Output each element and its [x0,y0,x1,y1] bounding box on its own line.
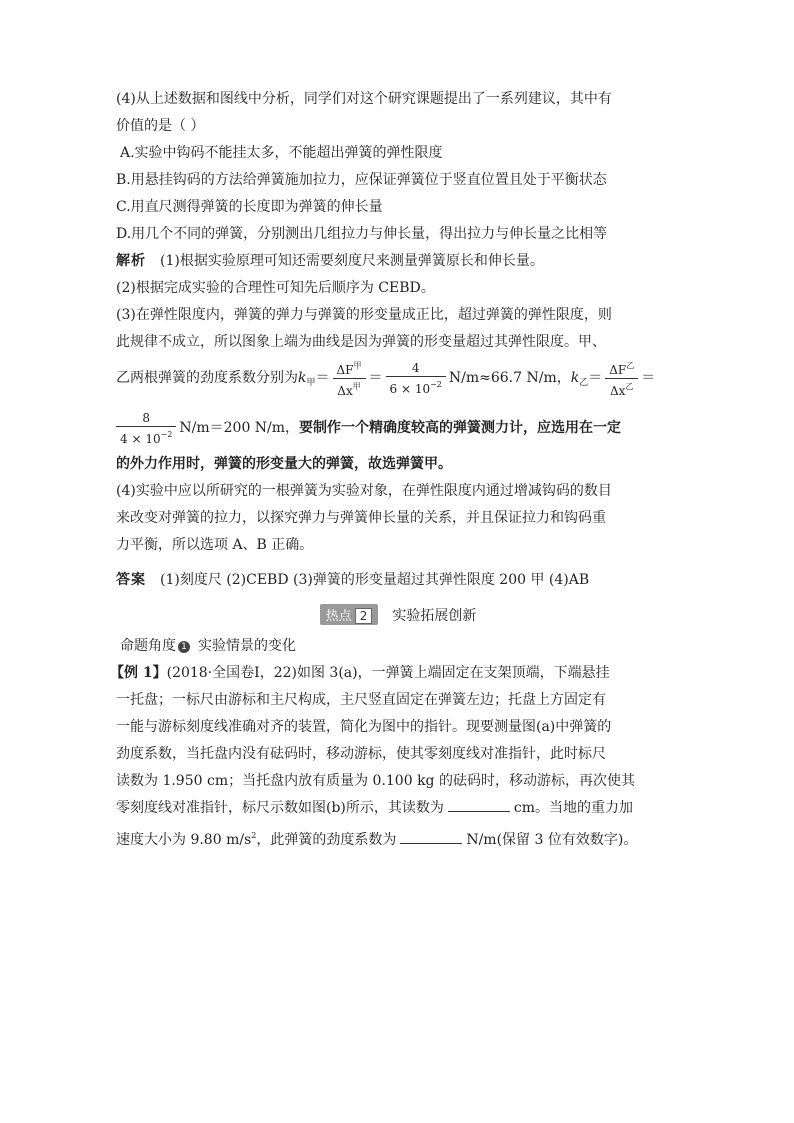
frac4-num: 8 [116,410,176,427]
example-line-5: 读数为 1.950 cm；当托盘内放有质量为 0.100 kg 的砝码时，移动游标，再次使其 [116,773,635,789]
frac1-den: Δx [337,383,353,398]
hotspot-number: 2 [355,608,373,624]
analysis-p3-conclusion: 要制作一个精确度较高的弹簧测力计，应选用在一定 [299,420,622,436]
example-l7-mid: ，此弹簧的劲度系数为 [256,832,397,848]
stiffness-answer-blank[interactable] [400,829,462,844]
q4-stem-line-2: 价值的是（ ） [116,118,205,134]
answer-line [116,567,680,594]
frac2-num: 4 [386,360,446,377]
frac1-num: ΔF [336,362,354,377]
analysis-p1-line [116,248,680,275]
circled-number-icon: 1 [178,641,190,653]
example-l7-pre: 速度大小为 9.80 m/s [116,832,252,848]
analysis-p2: (2)根据完成实验的合理性可知先后顺序为 CEBD。 [116,280,435,296]
k-jia-subscript: 甲 [306,378,316,388]
hotspot-badge [320,604,379,625]
equals-sign: ＝ [641,370,656,386]
example-line-2: 一托盘；一标尺由游标和主尺构成，主尺竖直固定在弹簧左边；托盘上方固定有 [116,692,606,708]
example-line-4: 劲度系数，当托盘内没有砝码时，移动游标，使其零刻度线对准指针，此时标尺 [116,746,606,762]
analysis-p4-line-1: (4)实验中应以所研究的一根弹簧为实验对象，在弹性限度内通过增减钩码的数目 [116,483,612,499]
example-tag: 【例 1】 [110,665,167,681]
q4-option-b: B.用悬挂钩码的方法给弹簧施加拉力，应保证弹簧位于竖直位置且处于平衡状态 [116,172,607,188]
k-yi-symbol: k [570,370,580,386]
angle-heading [116,633,680,660]
analysis-p4-line-3: 力平衡，所以选项 A、B 正确。 [116,537,314,553]
fraction-4-over-6e-2 [386,360,446,397]
analysis-p3-line-1: (3)在弹性限度内，弹簧的弹力与弹簧的形变量成正比，超过弹簧的弹性限度，则 [116,307,612,323]
example-l7-post: N/m(保留 3 位有效数字)。 [466,832,638,848]
example-l6-post: cm。当地的重力加 [513,800,634,816]
example-line-1 [110,660,680,687]
q4-option-a: A.实验中钩码不能挂太多，不能超出弹簧的弹性限度 [120,145,443,161]
example-l6-pre: 零刻度线对准指针，标尺示数如图(b)所示，其读数为 [116,800,444,816]
frac3-den: Δx [610,383,626,398]
equals-sign: ＝ [368,370,383,386]
analysis-p1: (1)根据实验原理可知还需要刻度尺来测量弹簧原长和伸长量。 [160,253,544,269]
frac3-num: ΔF [609,362,627,377]
document-body [110,86,680,854]
q4-option-d: D.用几个不同的弹簧，分别测出几组拉力与伸长量，得出拉力与伸长量之比相等 [116,226,608,242]
q4-stem-line-1: (4)从上述数据和图线中分析，同学们对这个研究课题提出了一系列建议，其中有 [116,91,612,107]
frac4-den-exp: −2 [160,429,173,439]
k-jia-value: N/m≈66.7 N/m， [448,370,571,386]
example-l1: (2018·全国卷Ⅰ，22)如图 3(a)，一弹簧上端固定在支架顶端，下端悬挂 [166,665,610,681]
analysis-p3-line-5: 的外力作用时，弹簧的形变量大的弹簧，故选弹簧甲。 [116,456,452,472]
k-yi-subscript: 乙 [579,378,589,388]
example-line-3: 一能与游标刻度线准确对齐的装置，简化为图中的指针。现要测量图(a)中弹簧的 [116,719,612,735]
analysis-formula-line-1 [116,356,680,405]
analysis-p3-line-2: 此规律不成立，所以图象上端为曲线是因为弹簧的形变量超过其弹性限度。甲、 [116,334,606,350]
example-line-7 [116,822,680,854]
example-line-6 [116,795,680,822]
analysis-formula-line-2 [116,405,680,451]
analysis-label: 解析 [116,253,146,269]
frac4-den: 4 × 10 [120,431,161,446]
fraction-delta-f-yi [605,358,638,399]
angle-title: 实验情景的变化 [198,638,296,654]
frac1-den-sup: 甲 [352,381,361,391]
hotspot-badge-label: 热点 [325,609,352,624]
frac3-den-sup: 乙 [625,381,634,391]
reading-answer-blank[interactable] [448,797,510,812]
answer-label: 答案 [116,572,146,588]
example-l7-sup: 2 [251,831,257,840]
hotspot-title: 实验拓展创新 [392,607,477,624]
k-yi-value: N/m＝200 N/m， [179,420,300,436]
frac2-den-exp: −2 [430,379,442,389]
angle-label: 命题角度 [120,638,176,654]
k-jia-symbol: k [298,370,307,386]
formula-intro: 乙两根弹簧的劲度系数分别为 [116,370,298,386]
analysis-p4-line-2: 来改变对弹簧的拉力，以探究弹力与弹簧伸长量的关系，并且保证拉力和钩码重 [116,510,606,526]
fraction-8-over-4e-2 [116,410,176,447]
equals-sign: ＝ [588,370,603,386]
q4-option-c: C.用直尺测得弹簧的长度即为弹簧的伸长量 [116,199,383,215]
answer-text: (1)刻度尺 (2)CEBD (3)弹簧的形变量超过其弹性限度 200 甲 (4)AB [160,572,590,588]
frac3-num-sup: 乙 [626,360,635,370]
equals-sign: ＝ [315,370,330,386]
frac2-den: 6 × 10 [389,381,431,396]
hotspot-heading [116,604,680,625]
frac1-num-sup: 甲 [353,360,362,370]
fraction-delta-f-jia [333,358,366,399]
